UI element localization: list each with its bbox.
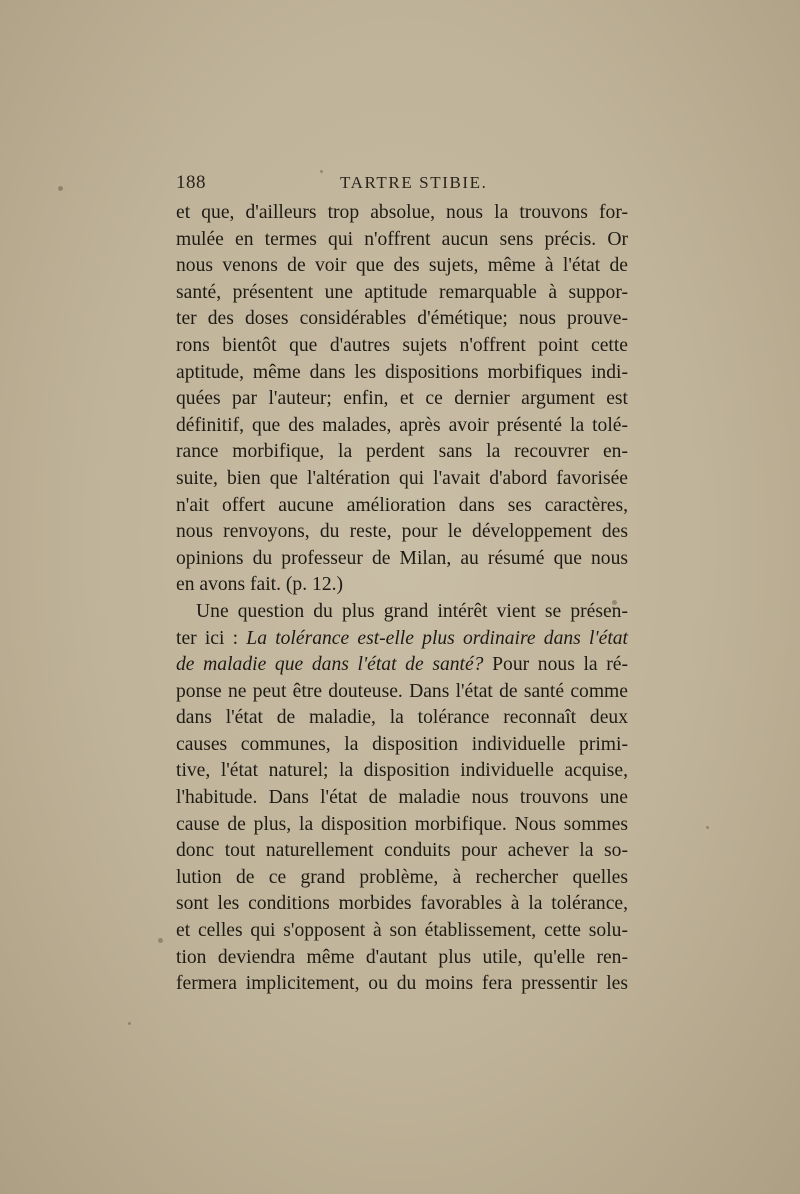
text-line: nous renvoyons, du reste, pour le développement des (176, 521, 628, 543)
text-line: causes communes, la disposition individuelle primi- (176, 733, 628, 755)
paper-speck (128, 1022, 131, 1025)
text-line: tion deviendra même d'autant plus utile, qu'elle ren- (176, 946, 628, 968)
text-line: rons bientôt que d'autres sujets n'offrent point cette (176, 334, 628, 356)
text-line: quées par l'auteur; enfin, et ce dernier argument est (176, 388, 628, 410)
text-line-with-question (176, 626, 628, 653)
text-line: en avons fait. (p. 12.) (176, 574, 344, 596)
page-header (176, 172, 630, 200)
running-title: TARTRE STIBIE. (340, 173, 488, 192)
text-line: donc tout naturellement conduits pour achever la so- (176, 840, 628, 862)
page-number: 188 (176, 172, 206, 193)
text-line: sont les conditions morbides favorables à la tolérance, (176, 893, 628, 915)
text-line: l'habitude. Dans l'état de maladie nous trouvons une (176, 787, 628, 809)
text-line: suite, bien que l'altération qui l'avait d'abord favorisée (176, 467, 628, 489)
body-text (176, 200, 628, 998)
text-line: tive, l'état naturel; la disposition individuelle acquise, (176, 760, 628, 782)
text-line: rance morbifique, la perdent sans la recouvrer en- (176, 441, 628, 463)
italic-question: La tolérance est-elle plus ordinaire dans l'état (246, 627, 628, 649)
text-line: santé, présentent une aptitude remarquable à suppor- (176, 281, 628, 303)
text-line: opinions du professeur de Milan, au résumé que nous (176, 547, 628, 569)
text-line: n'ait offert aucune amélioration dans ses caractères, (176, 494, 628, 516)
text-line: et que, d'ailleurs trop absolue, nous la trouvons for- (176, 202, 628, 223)
text-line: lution de ce grand problème, à rechercher quelles (176, 866, 628, 888)
text-line: et celles qui s'opposent à son établissement, cette solu- (176, 920, 628, 942)
text-line-with-question (176, 652, 628, 679)
text-run: Pour nous la ré- (483, 654, 628, 676)
paper-speck (58, 186, 63, 191)
italic-question: de maladie que dans l'état de santé? (176, 654, 484, 676)
text-line: cause de plus, la disposition morbifique. Nous sommes (176, 813, 628, 835)
text-line: nous venons de voir que des sujets, même à l'état de (176, 255, 628, 277)
paragraph-1 (176, 200, 628, 599)
text-run: ter ici : (176, 627, 247, 649)
text-line: ponse ne peut être douteuse. Dans l'état de santé comme (176, 680, 628, 702)
text-line: mulée en termes qui n'offrent aucun sens précis. Or (176, 228, 628, 250)
paper-speck (158, 938, 163, 943)
text-line: fermera implicitement, ou du moins fera pressentir les (176, 973, 628, 995)
paragraph-2 (176, 599, 628, 998)
text-line: Une question du plus grand intérêt vient se présen- (196, 600, 628, 622)
text-line: ter des doses considérables d'émétique; nous prouve- (176, 308, 628, 330)
text-line: définitif, que des malades, après avoir présenté la tolé- (176, 414, 628, 436)
paper-speck (706, 826, 709, 829)
text-line: dans l'état de maladie, la tolérance reconnaît deux (176, 707, 628, 729)
text-line: aptitude, même dans les dispositions morbifiques indi- (176, 361, 628, 383)
